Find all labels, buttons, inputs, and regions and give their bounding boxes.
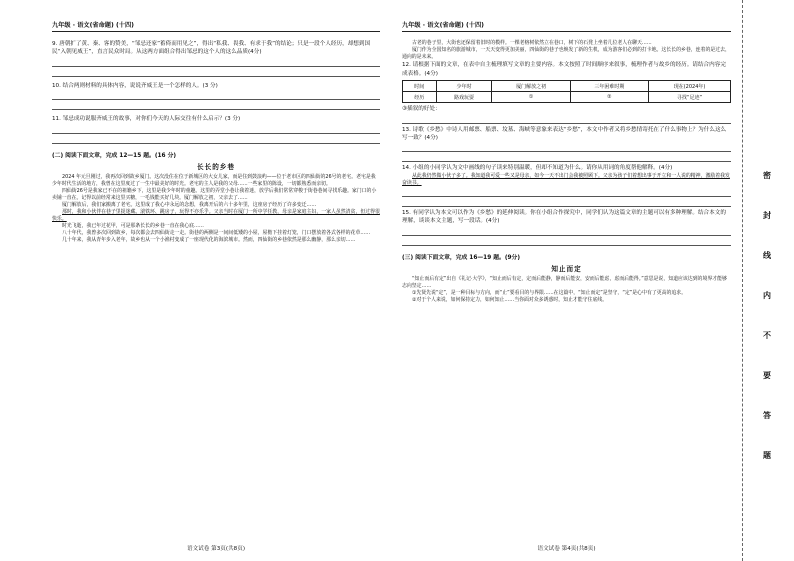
answer-cell[interactable]: ② <box>570 92 648 103</box>
table-cell: 路戏玩耍 <box>436 92 492 103</box>
answer-cell[interactable]: ① <box>492 92 570 103</box>
table-cell: 时间 <box>403 81 437 92</box>
article-paragraph: 厦门解放后，我们家搬离了老宅。这里成了我心中永远的念想，我离开后的六十多年里，这座房子经历了许多变迁…… <box>62 202 317 208</box>
article-paragraph: 四仙街26号是我家已不在的祖籍乡下，这里是我少年时的童趣。这里的弄堂小巷让我着迷，放学后我们常常穿梭于街巷巷间寻找乐趣。家门口的小卖铺一直在。记得以前经常来这里买糖，一毛钱能买好几块。厦门解放之初，父亲去了…… <box>52 187 377 201</box>
question-12-part-3: ③插叙的好处： <box>402 106 441 113</box>
seal-word: 不 <box>763 331 771 340</box>
seal-word: 密 <box>763 171 771 180</box>
article-paragraph: 古老的巷子里，大街也还保留着旧时的模样。一棵老榕树依然立在巷口，树下的石凳上坐着几位老人在聊天…… <box>412 40 652 46</box>
section-2-title: (二) 阅读下面文章，完成 12—15 题。(16 分) <box>52 152 177 159</box>
exam-page-3 <box>0 0 392 561</box>
answer-line[interactable] <box>52 136 380 144</box>
answer-line[interactable] <box>52 59 380 67</box>
answer-line[interactable] <box>402 154 731 162</box>
article-paragraph: 2024 年元旦刚过，我再次回到故乡厦门。这次没住在位于新城区的大女儿家，而是住到鼓浪屿——位于老市区的四仙街的26号的老宅。老宅是我少年时代生活的地方，我曾在这里度过了一生中最美好的时光。老宅的主人是我的父母……一些家里的陈设，一切都熟悉而亲切。 <box>52 173 376 187</box>
question-9: 9. 唐朝扩了黄、秦、客的赞美，“邹忌还家”蓄倚而用见之”，得出“私我、畏我、有求于我”的结论；只是一段个人经历，却想到国民“入朝见威王”，直言民众时局。从这两方面组合得出邹忌的这个人的这么品质(4分) <box>52 41 371 56</box>
seal-word: 线 <box>763 251 771 260</box>
page-footer: 语文试卷 第3页(共8页) <box>186 546 245 552</box>
table-cell: 寻找“足迹” <box>649 92 731 103</box>
underlined-paragraph: 那时，我和小伙伴在巷子里捉迷藏、滚铁环、跳房子，玩得不亦乐乎。父亲当时在厦门一所中学任教，母亲是家庭主妇，一家人虽然清贫，但过得很快乐。 <box>52 209 380 223</box>
quoted-sentence: 从此我仍然做小伙子多了。我知道我可爱一些又是母亲，如今一天不出门会我被照顾下。父亲为孩子们着想出事于开立和一人说的精神，激励着我发奋读书。 <box>402 172 730 186</box>
answer-line[interactable] <box>52 102 380 110</box>
answer-line[interactable] <box>402 238 731 246</box>
question-10: 10. 结合两则材料的具体内容，说说齐威王是一个怎样的人。(3 分) <box>52 82 218 89</box>
article-paragraph: 厦门作为全国知名的旅游城市，一天天变得更加美丽，四仙街的巷子也焕发了新的生机，成为游客们必到的打卡地。这长长的乡巷，连着的是过去，通向的是未来。 <box>402 47 730 61</box>
section-3-title: (三) 阅读下面文章，完成 16—19 题。(9分) <box>402 254 520 261</box>
seal-word: 内 <box>763 291 771 300</box>
answer-line[interactable] <box>52 92 380 100</box>
answer-line[interactable] <box>402 189 731 197</box>
exam-page-4 <box>392 0 737 561</box>
answer-line[interactable] <box>402 228 731 236</box>
question-13: 13. 诗歌《乡愁》中诗人用邮票、船票、坟墓、海峡等意象来表达“乡愁”，本文中作者又将乡愁情寄托在了什么事物上？为什么这么写一致？(4分) <box>402 126 727 141</box>
page-header-title: 九年级 · 语文(省命题) (十四) <box>402 22 484 29</box>
answer-line[interactable] <box>402 199 731 207</box>
table-row <box>403 92 731 103</box>
page-header <box>402 20 731 32</box>
seal-word: 要 <box>763 371 771 380</box>
answer-line[interactable] <box>402 116 731 124</box>
table-cell: 经历 <box>403 92 437 103</box>
article-paragraph: ①先贤先说“定”，是一种目标与方向，而“止”要看目的与界限……在这篇中，“知止而定”是坚守，“定”是心中有了更高的追求。 <box>412 289 687 296</box>
seal-line-strip <box>742 0 794 561</box>
seal-word: 题 <box>763 451 771 460</box>
answer-line[interactable] <box>52 126 380 134</box>
table-cell: 现在(2024年) <box>649 81 731 92</box>
answer-line[interactable] <box>52 69 380 77</box>
table-row <box>403 81 731 92</box>
article-paragraph: 时光飞逝，我已年过花甲，可是那条长长的乡巷一直在我心底…… <box>62 223 204 230</box>
page-header-title: 九年级 · 语文(省命题) (十四) <box>52 22 134 29</box>
timeline-table <box>402 80 731 103</box>
table-cell: 厦门解放之初 <box>492 81 570 92</box>
question-14: 14. 小组的小同学认为文中画线的句子读来特别温暖，但却不知道为什么。请你从用词的角度帮他解释。(4分) <box>402 165 673 172</box>
article-paragraph: ②对于个人来说，如何保持定力，如何知止……当你面对众多诱惑时，知止才能守住底线。 <box>412 297 608 303</box>
seal-word: 答 <box>763 411 771 420</box>
article-title: 长长的乡巷 <box>197 162 235 171</box>
answer-line[interactable] <box>402 144 731 152</box>
seal-word: 封 <box>763 211 771 220</box>
table-cell: 三年困难时期 <box>570 81 648 92</box>
question-15: 15. 有同学认为本文可以作为《乡愁》的延伸阅读。你在小组合作探究中，同学们认为这篇文章的主题可以有多种理解。结合本文的理解，谈谈本文主题，写一段话。(4分) <box>402 209 726 225</box>
article-paragraph: 八十年代，我曾多次回到故乡，每次都会去四仙街走一走。街巷的两侧是一间间低矮的小屋，屋檐下挂着灯笼，门口摆放着各式各样的花草…… <box>62 230 371 237</box>
page-footer: 语文试卷 第4页(共8页) <box>537 546 596 552</box>
question-11: 11. 邹忌成功说服齐威王的故事，对你们今天的人际交往有什么启示？(3 分) <box>52 116 241 123</box>
article-paragraph: “知止而后有定”出自《礼记·大学》，“知止而后有定，定而后能静，静而后能安，安而后能虑，虑而后能得。”意思是说，知道应该达到的境界才能够志向坚定…… <box>402 275 727 289</box>
article-paragraph: 几十年来，我从青年步入老年，故乡也从一个小渔村变成了一座现代化的海滨城市。然而，四仙街的乡巷依然是那么幽静，那么亲切…… <box>62 237 356 244</box>
page-header <box>52 20 380 32</box>
table-cell: 少年时 <box>436 81 492 92</box>
article-title: 知止而定 <box>551 264 582 273</box>
question-12: 12. 请根据下面的文章，在表中自主梳理填写文章的主要内容。本文按照了时间顺序来叙事，梳理作者与故乡的经历。请结合内容完成表格。(4分) <box>402 62 726 77</box>
